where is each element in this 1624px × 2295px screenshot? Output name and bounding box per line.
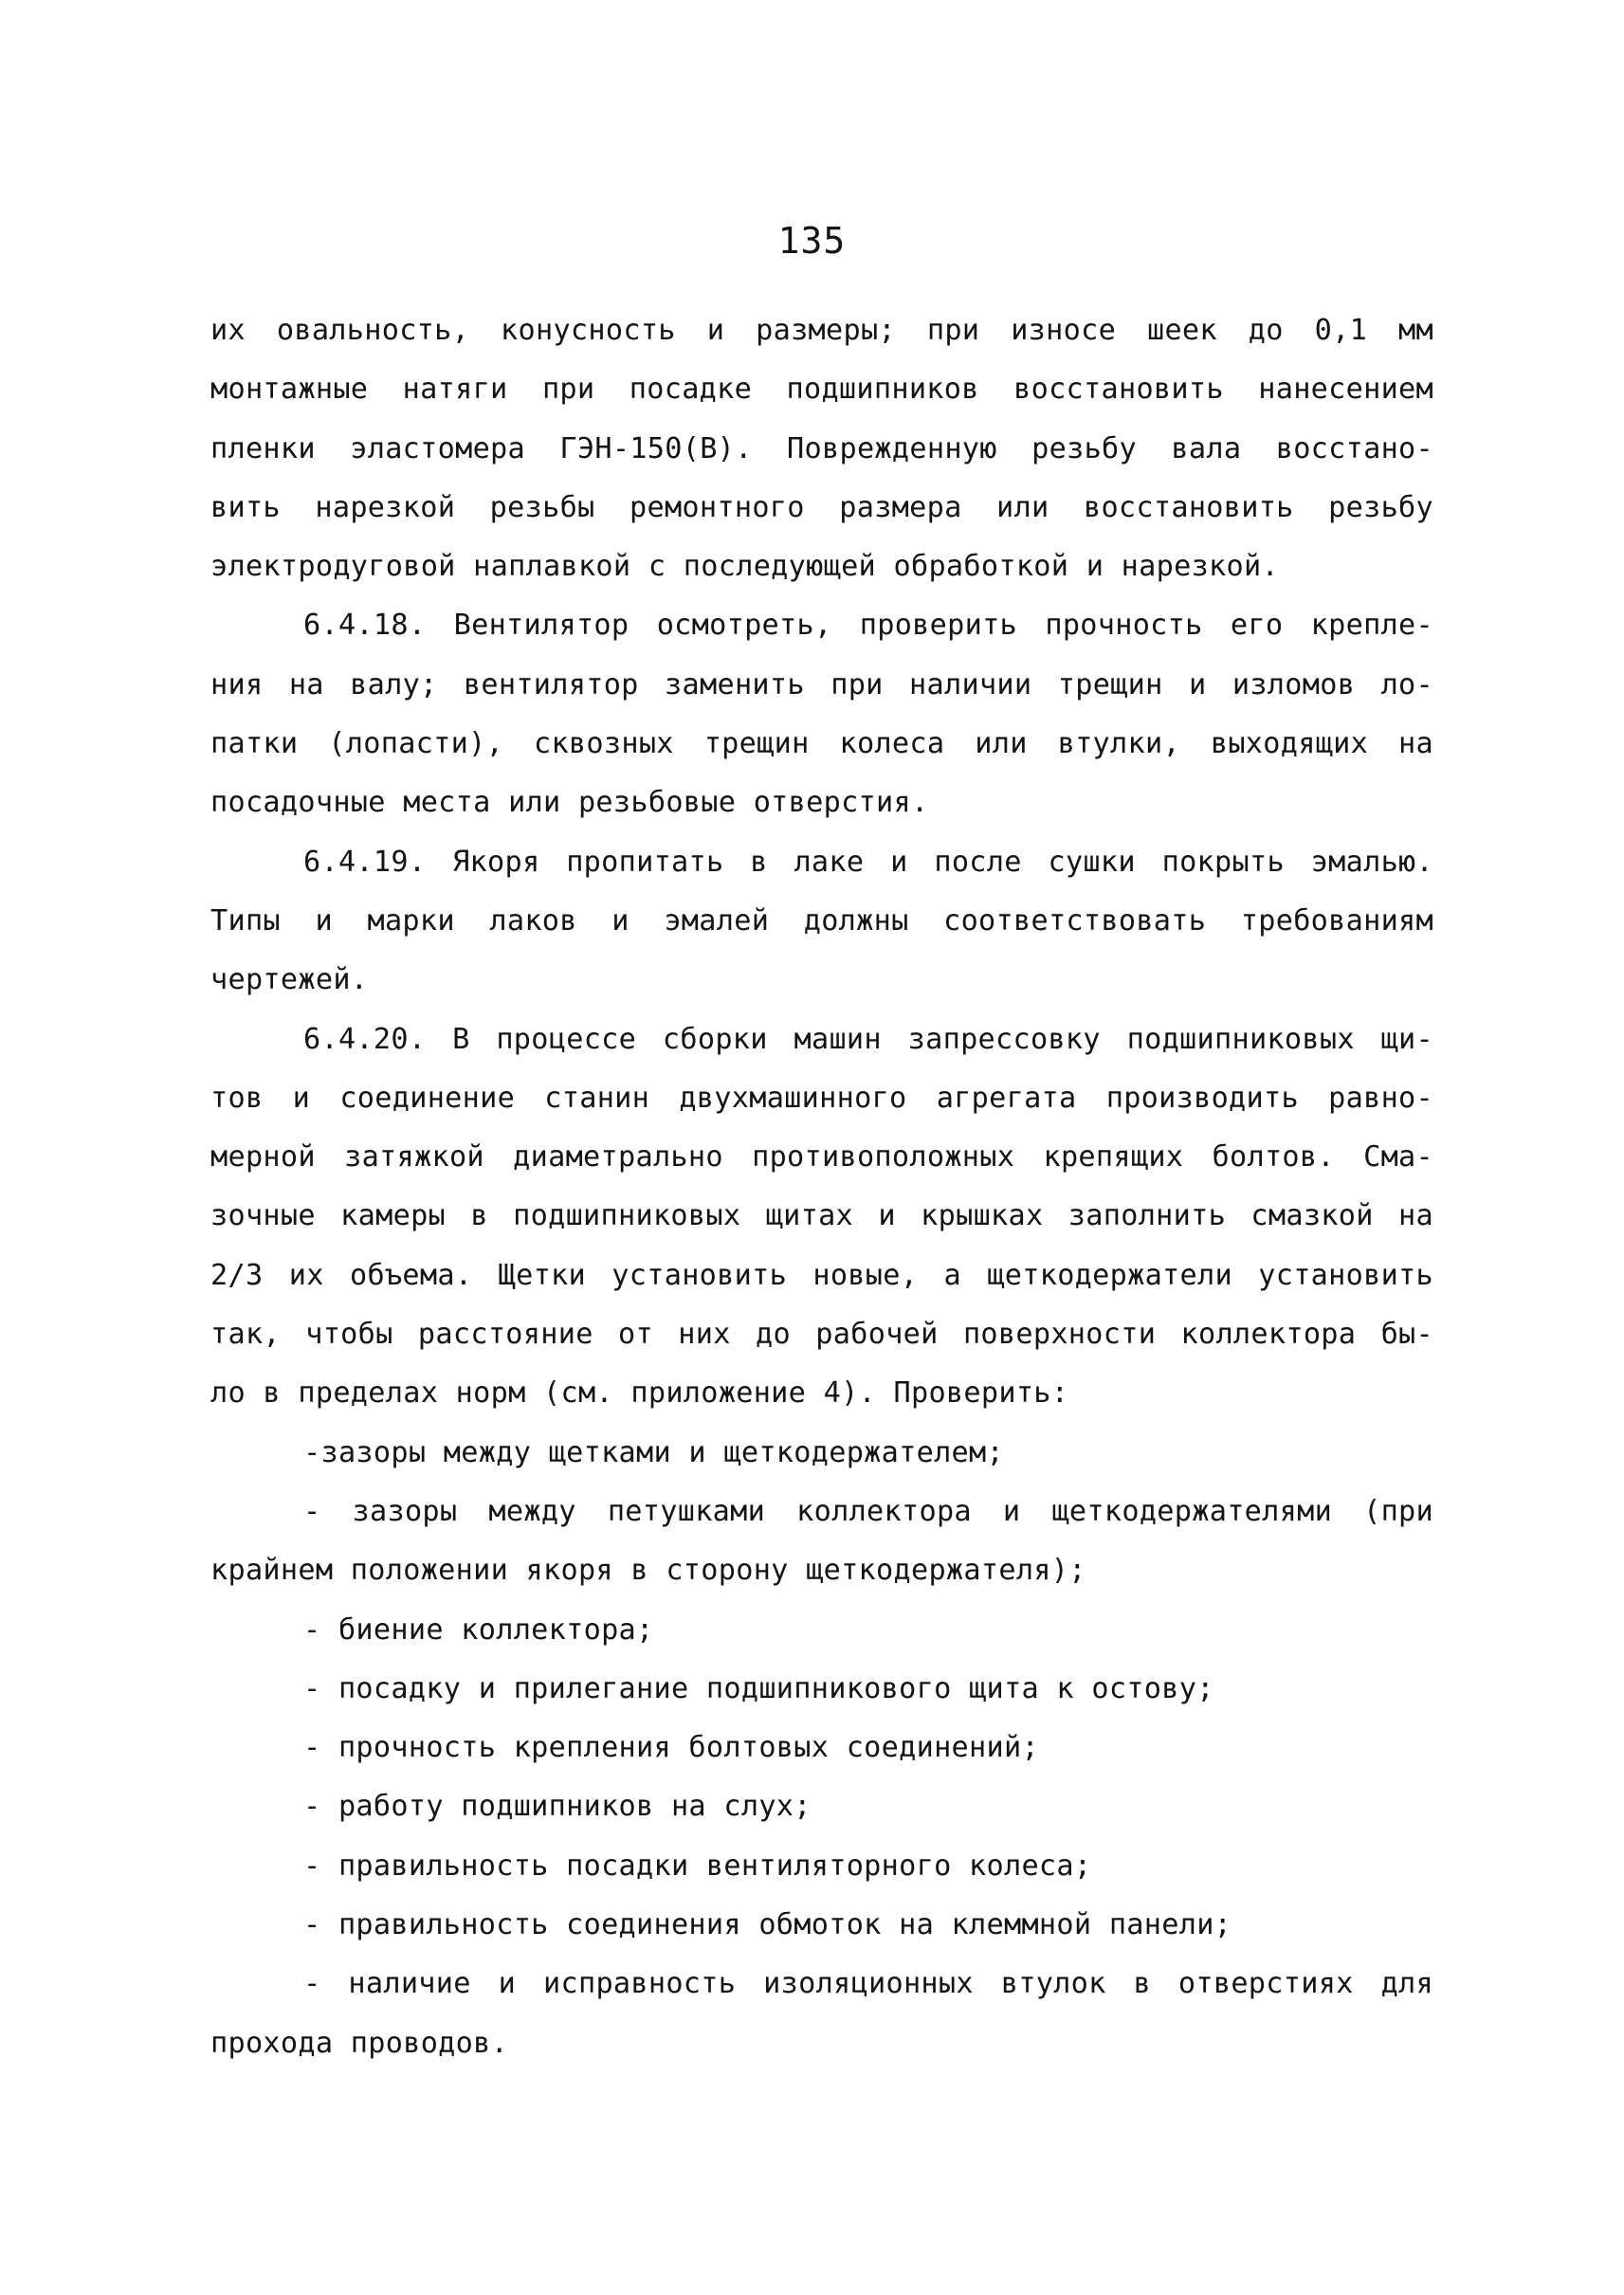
page-number: 135 <box>777 220 847 262</box>
section-6-4-18-first-line: 6.4.18. Вентилятор осмотреть, проверить прочность его крепле- <box>303 609 1433 643</box>
text-line: вить нарезкой резьбы ремонтного размера или восстановить резьбу <box>210 490 1433 524</box>
text-line: мерной затяжкой диаметрально противоположных крепящих болтов. Сма- <box>210 1140 1433 1175</box>
text-line: электродуговой наплавкой с последующей обработкой и нарезкой. <box>210 550 1279 584</box>
text-line: ния на валу; вентилятор заменить при наличии трещин и изломов ло- <box>210 667 1433 701</box>
check-list-item: - посадку и прилегание подшипникового щита к остову; <box>303 1671 1214 1705</box>
text-line: посадочные места или резьбовые отверстия. <box>210 786 929 820</box>
section-6-4-19-first-line: 6.4.19. Якоря пропитать в лаке и после сушки покрыть эмалью. <box>303 845 1433 879</box>
text-line: чертежей. <box>210 963 369 997</box>
text-line: патки (лопасти), сквозных трещин колеса или втулки, выходящих на <box>210 727 1433 761</box>
text-line: монтажные натяги при посадке подшипников восстановить нанесением <box>210 373 1433 407</box>
check-list-item: - наличие и исправность изоляционных втулок в отверстиях для <box>303 1967 1433 2001</box>
check-list-item: - правильность посадки вентиляторного колеса; <box>303 1849 1092 1883</box>
text-line: 2/3 их объема. Щетки установить новые, а щеткодержатели установить <box>210 1258 1433 1292</box>
text-line: их овальность, конусность и размеры; при износе шеек до 0,1 мм <box>210 314 1433 347</box>
text-line: так, чтобы расстояние от них до рабочей поверхности коллектора бы- <box>210 1318 1433 1352</box>
section-6-4-20-first-line: 6.4.20. В процессе сборки машин запрессовку подшипниковых щи- <box>303 1022 1433 1056</box>
check-list-item: - биение коллектора; <box>303 1612 654 1647</box>
text-line: крайнем положении якоря в сторону щеткодержателя); <box>210 1554 1086 1588</box>
text-line: Типы и марки лаков и эмалей должны соответствовать требованиям <box>210 903 1433 938</box>
body-text <box>210 301 1433 2073</box>
text-line: зочные камеры в подшипниковых щитах и крышках заполнить смазкой на <box>210 1199 1433 1233</box>
text-line: прохода проводов. <box>210 2026 509 2060</box>
check-list-item: - правильность соединения обмоток на клеммной панели; <box>303 1908 1232 1942</box>
check-list-item: - прочность крепления болтовых соединений; <box>303 1731 1039 1765</box>
text-line: ло в пределах норм (см. приложение 4). Проверить: <box>210 1376 1069 1411</box>
check-list-item: - работу подшипников на слух; <box>303 1790 812 1824</box>
check-list-item: -зазоры между щетками и щеткодержателем; <box>303 1435 1004 1469</box>
text-line: тов и соединение станин двухмашинного агрегата производить равно- <box>210 1081 1433 1115</box>
text-line: пленки эластомера ГЭН-150(В). Поврежденную резьбу вала восстано- <box>210 431 1433 465</box>
check-list-item: - зазоры между петушками коллектора и щеткодержателями (при <box>303 1494 1433 1528</box>
